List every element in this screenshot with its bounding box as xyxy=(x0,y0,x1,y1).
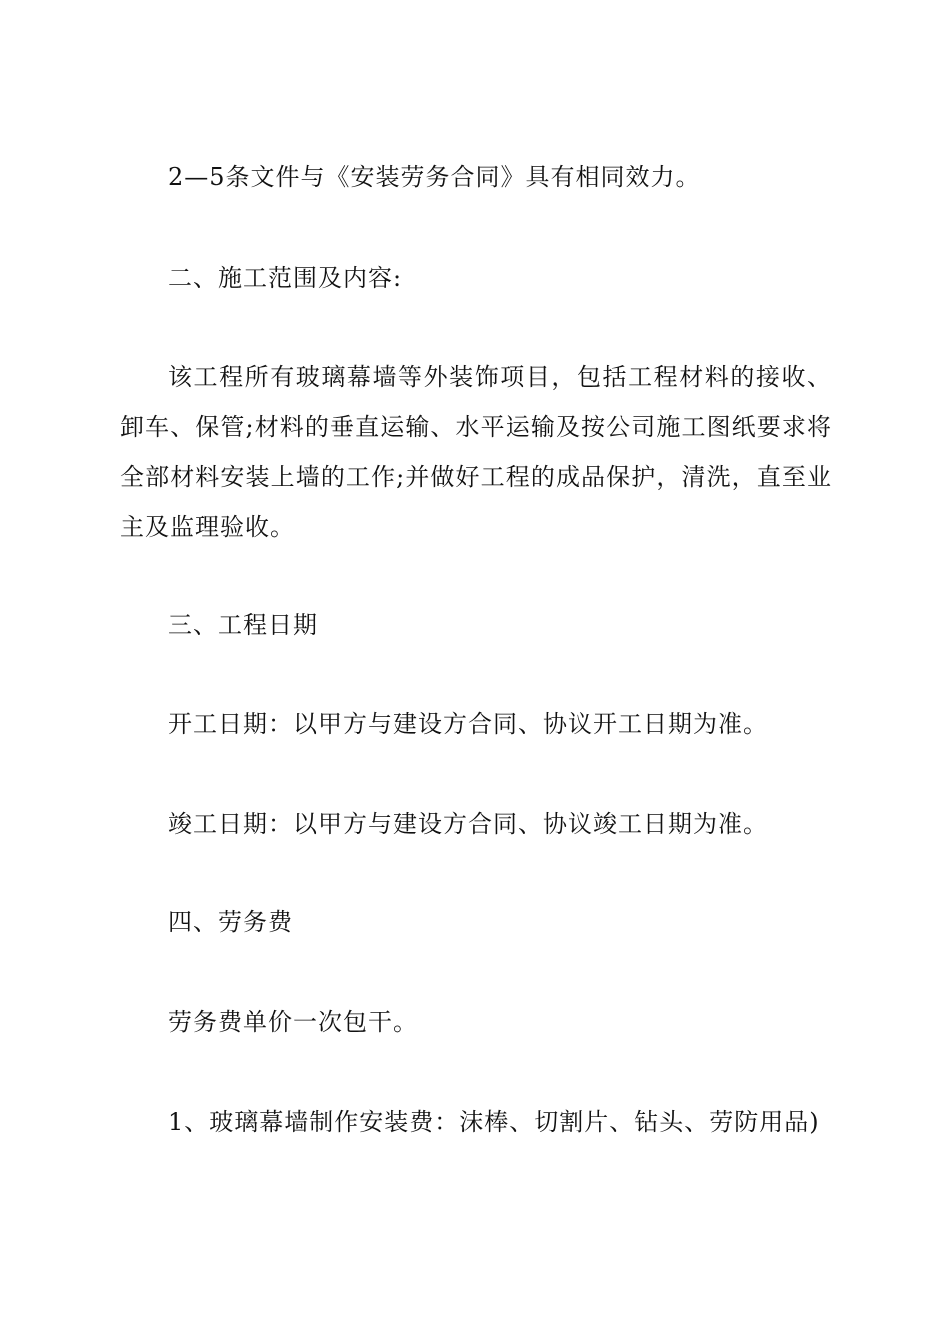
section-heading-labor-fee: 四、劳务费 xyxy=(168,908,293,936)
section-heading-dates: 三、工程日期 xyxy=(168,611,318,639)
section-heading-scope: 二、施工范围及内容: xyxy=(168,264,403,292)
completion-date-line: 竣工日期：以甲方与建设方合同、协议竣工日期为准。 xyxy=(168,810,768,838)
start-date-line: 开工日期：以甲方与建设方合同、协议开工日期为准。 xyxy=(168,710,768,738)
fee-note-line: 劳务费单价一次包干。 xyxy=(168,1008,418,1036)
clause-reference-line: 2—5条文件与《安装劳务合同》具有相同效力。 xyxy=(168,163,701,191)
scope-paragraph: 该工程所有玻璃幕墙等外装饰项目，包括工程材料的接收、卸车、保管;材料的垂直运输、水平运输及按公司施工图纸要求将全部材料安装上墙的工作;并做好工程的成品保护，清洗，直至业主及监理验收。 xyxy=(120,363,832,541)
fee-item-line: 1、玻璃幕墙制作安装费：沫棒、切割片、钻头、劳防用品) xyxy=(168,1108,820,1136)
